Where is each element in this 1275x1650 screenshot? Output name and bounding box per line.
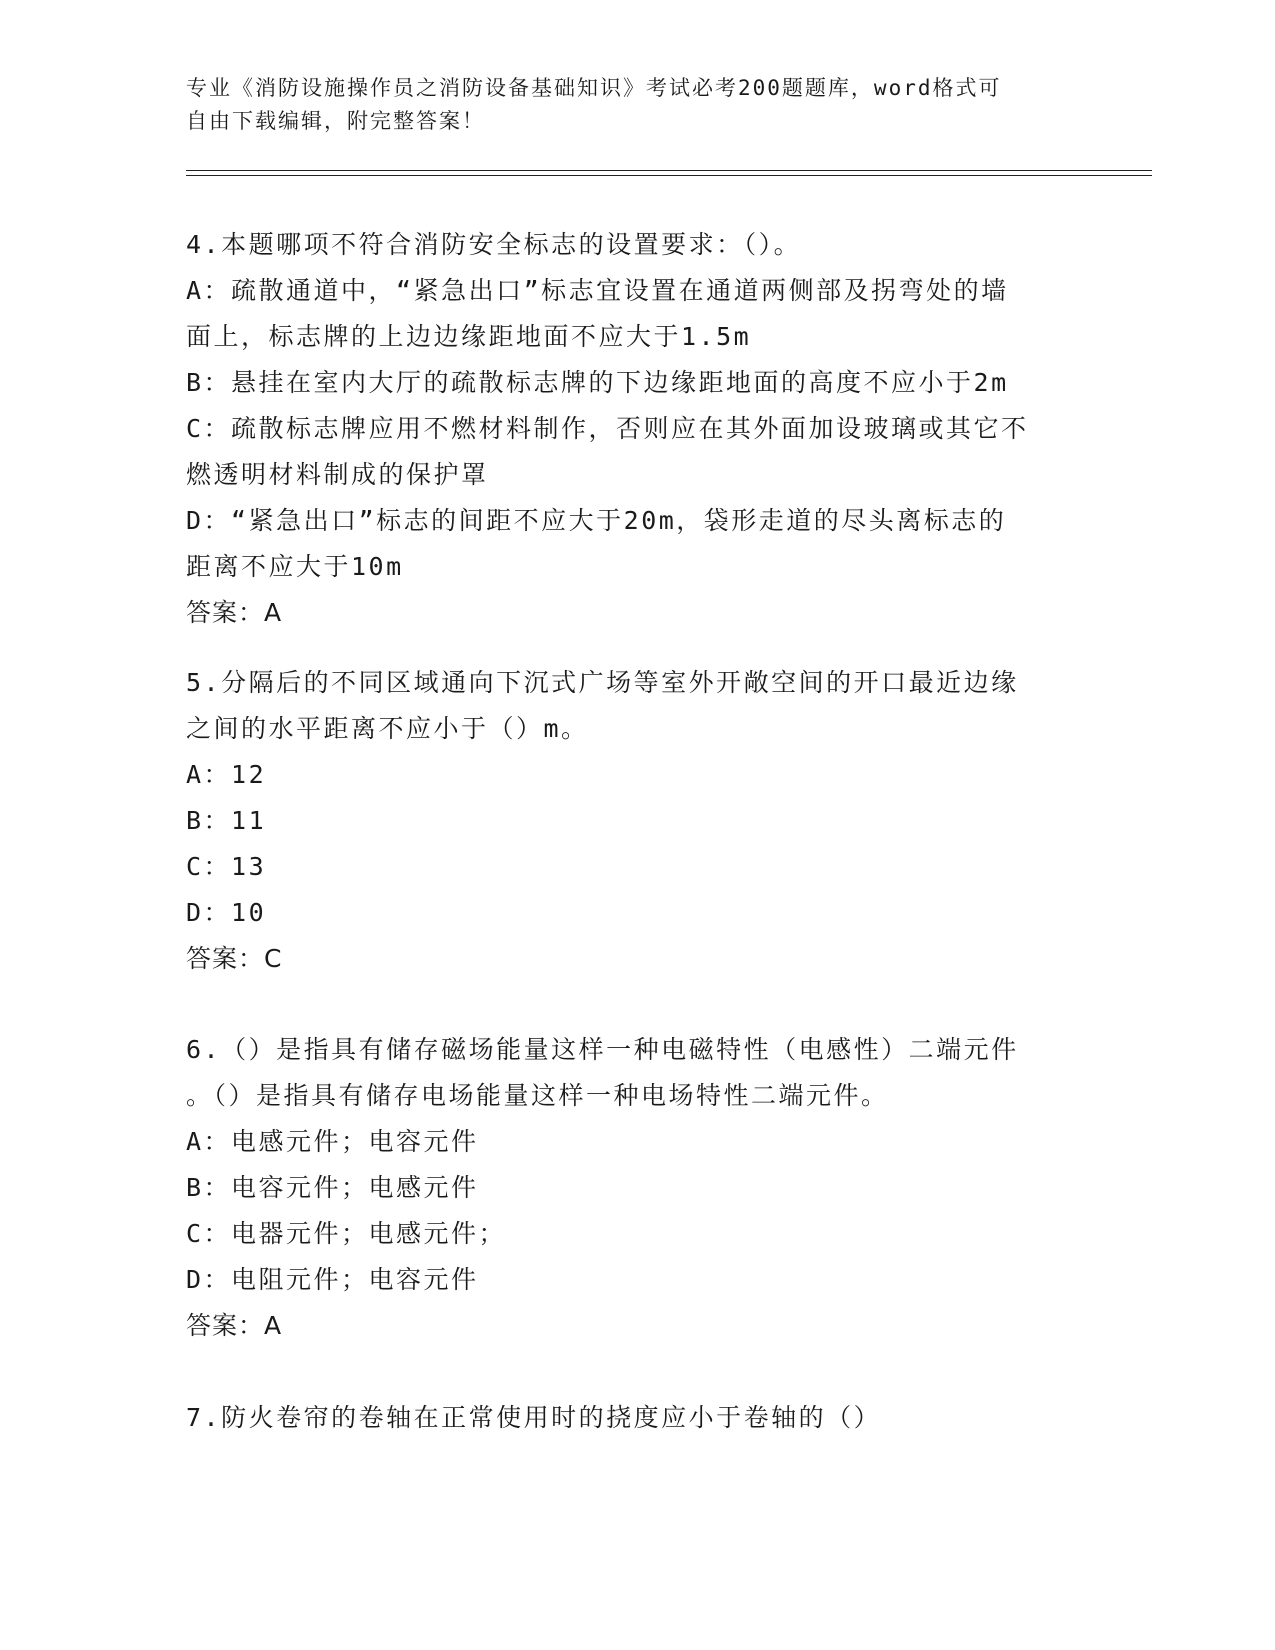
question-4-option-a-line-2: 面上，标志牌的上边边缘距地面不应大于1.5m [186,322,752,351]
question-5-option-a: A：12 [186,760,267,789]
question-4 [186,222,1086,636]
question-6 [186,1027,1086,1349]
question-6-option-b: B：电容元件；电感元件 [186,1173,479,1202]
header-line-2: 自由下载编辑，附完整答案！ [186,109,485,133]
question-6-option-a: A：电感元件；电容元件 [186,1127,479,1156]
question-5 [186,660,1086,982]
question-7-stem: 7.防火卷帘的卷轴在正常使用时的挠度应小于卷轴的（） [186,1403,882,1432]
header-line-1: 专业《消防设施操作员之消防设备基础知识》考试必考200题题库，word格式可 [186,76,1002,100]
question-5-option-b: B：11 [186,806,267,835]
question-4-option-d-line-1: D：“紧急出口”标志的间距不应大于20m，袋形走道的尽头离标志的 [186,506,1007,535]
question-5-answer: 答案：C [186,944,283,973]
document-header [186,72,1086,138]
question-4-option-c-line-1: C：疏散标志牌应用不燃材料制作，否则应在其外面加设玻璃或其它不 [186,414,1029,443]
header-divider-bottom [186,175,1152,176]
question-5-option-d: D：10 [186,898,267,927]
question-4-option-a-line-1: A：疏散通道中，“紧急出口”标志宜设置在通道两侧部及拐弯处的墙 [186,276,1009,305]
question-4-answer: 答案：A [186,598,283,627]
question-5-option-c: C：13 [186,852,267,881]
question-6-option-d: D：电阻元件；电容元件 [186,1265,479,1294]
question-4-option-c-line-2: 燃透明材料制成的保护罩 [186,460,489,489]
question-4-option-b: B：悬挂在室内大厅的疏散标志牌的下边缘距地面的高度不应小于2m [186,368,1009,397]
header-divider-top [186,170,1152,171]
question-6-answer: 答案：A [186,1311,283,1340]
question-6-stem-line-1: 6.（）是指具有储存磁场能量这样一种电磁特性（电感性）二端元件 [186,1035,1019,1064]
question-5-stem-line-1: 5.分隔后的不同区域通向下沉式广场等室外开敞空间的开口最近边缘 [186,668,1019,697]
question-6-stem-line-2: 。（）是指具有储存电场能量这样一种电场特性二端元件。 [186,1081,889,1110]
question-6-option-c: C：电器元件；电感元件； [186,1219,507,1248]
question-5-stem-line-2: 之间的水平距离不应小于（）m。 [186,714,589,743]
question-7 [186,1395,1086,1441]
question-4-stem: 4.本题哪项不符合消防安全标志的设置要求：（）。 [186,230,802,259]
question-4-option-d-line-2: 距离不应大于10m [186,552,404,581]
